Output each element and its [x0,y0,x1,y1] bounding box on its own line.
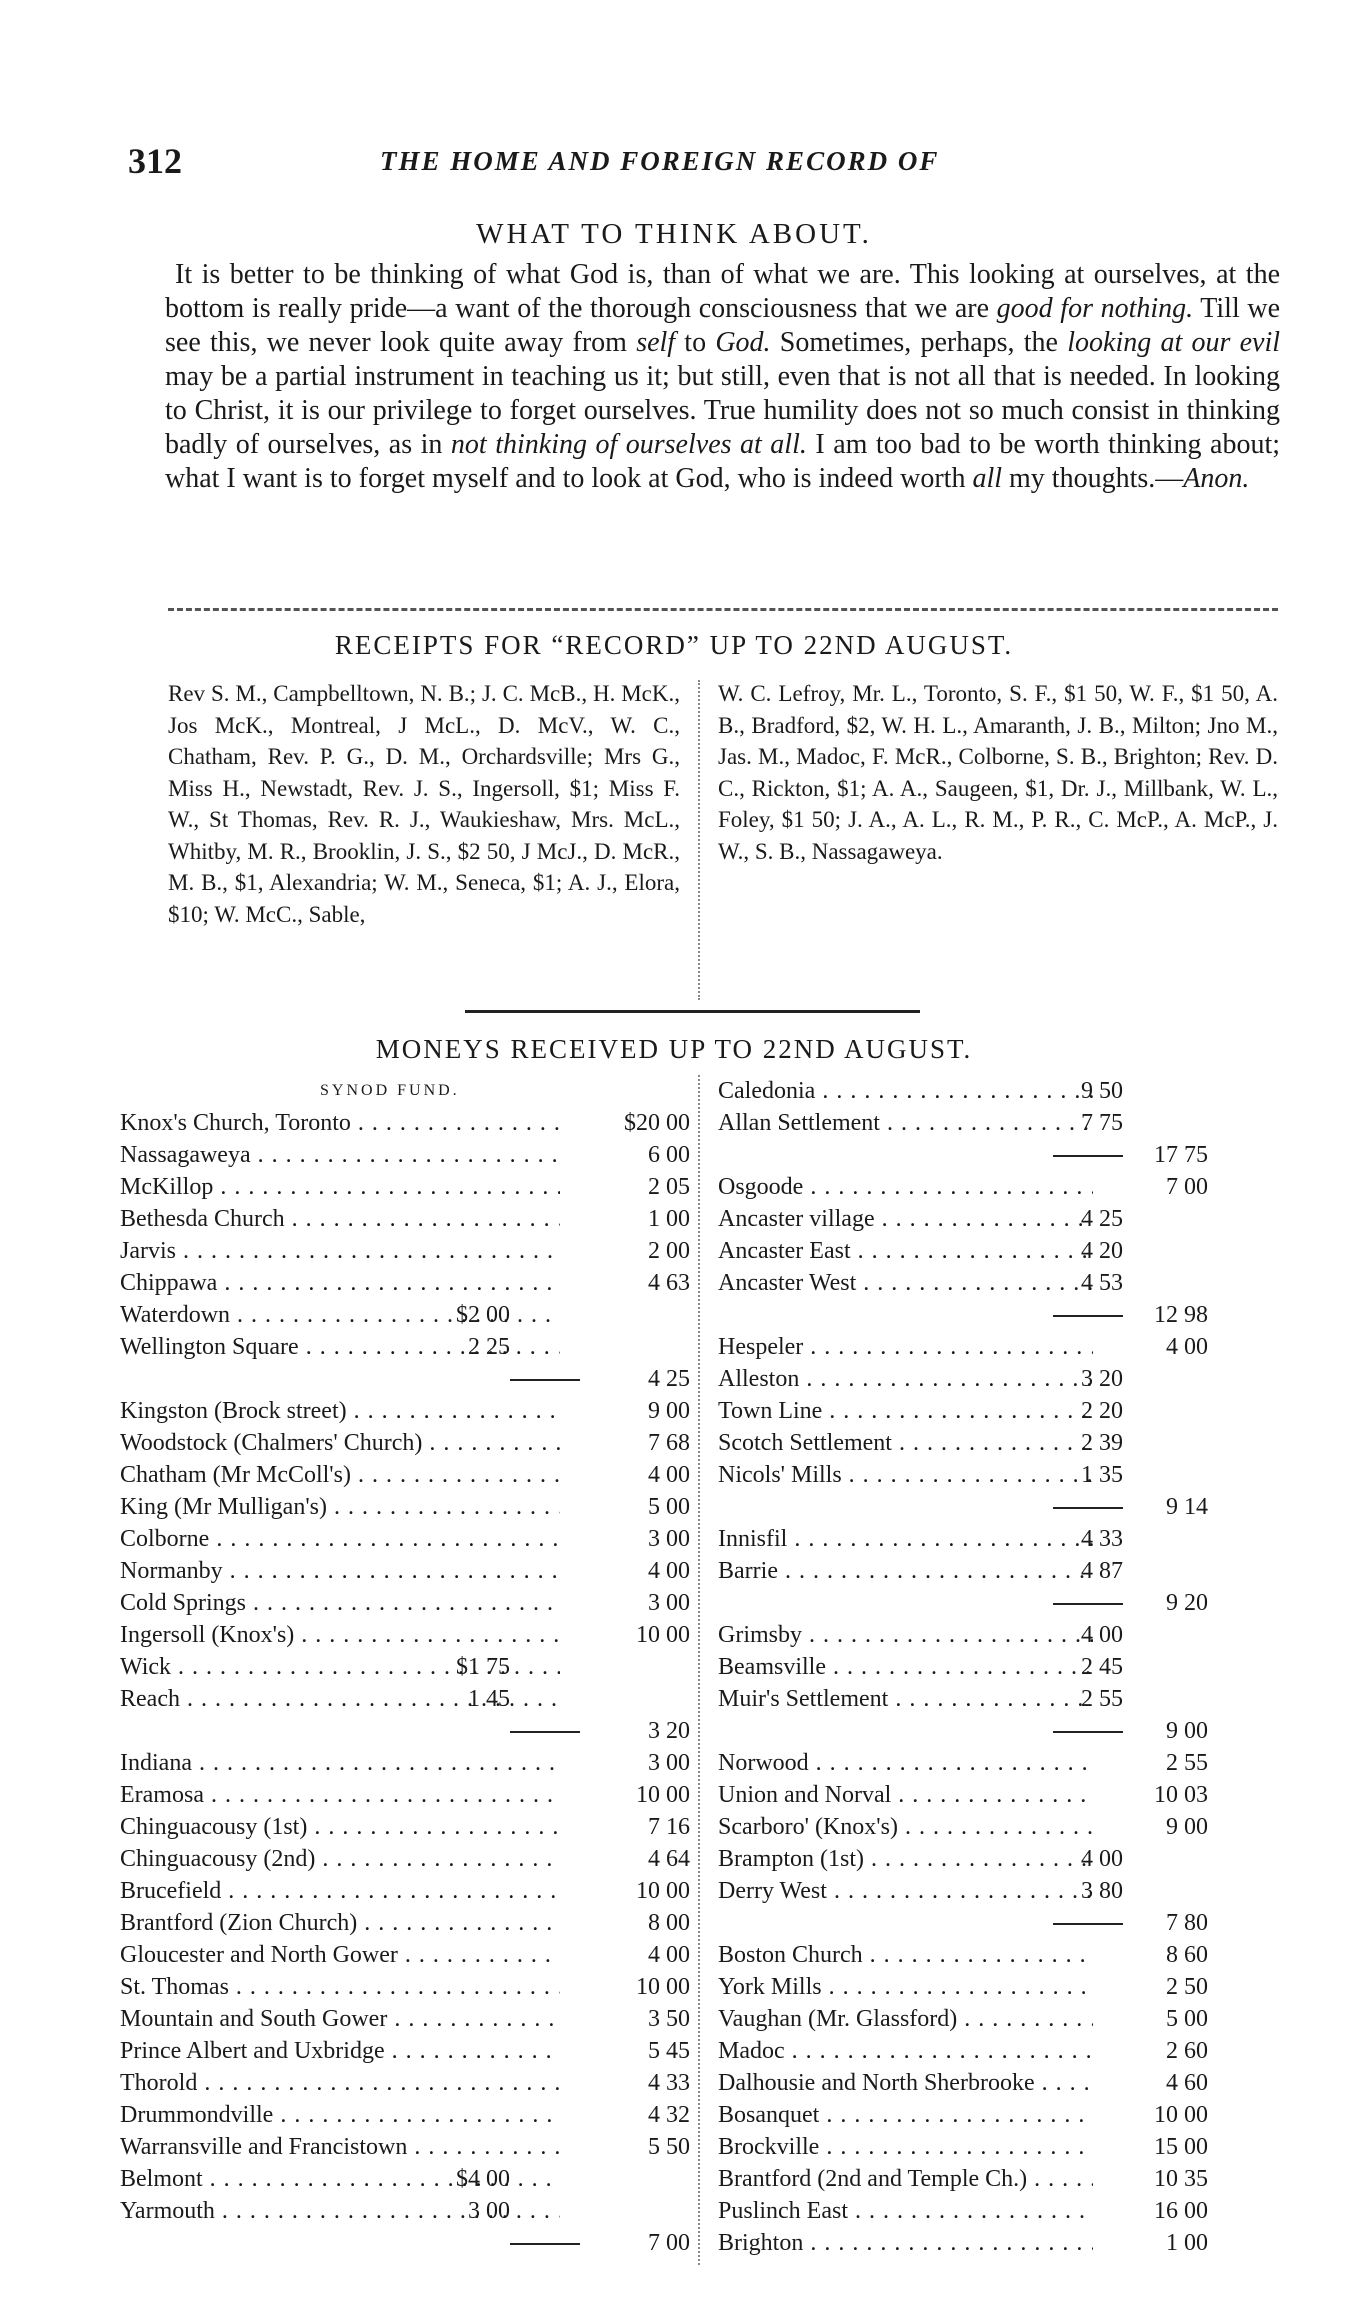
ledger-row [120,1875,690,1907]
subtotal-row [718,1907,1288,1939]
congregation-name: McKillop . . . [120,1171,560,1203]
ledger-row [718,1107,1288,1139]
ledger-row [120,1139,690,1171]
ledger-row [718,1971,1288,2003]
moneys-left-column [120,1075,690,2259]
amount: 6 00 [648,1142,690,1168]
total-amount: 10 00 [1154,2102,1208,2128]
subtotal-row [718,1715,1288,1747]
ledger-row [120,2067,690,2099]
sub-amount: $4 00 [456,2166,510,2192]
moneys-right-column [718,1075,1288,2259]
total-amount: 1 00 [1166,2230,1208,2256]
congregation-name: Beamsville . . . [718,1651,1093,1683]
ledger-row [120,1971,690,2003]
ledger-row [718,2003,1288,2035]
ledger-row [718,1267,1288,1299]
congregation-name: Warransville and Francistown . . . [120,2131,560,2163]
amount: 3 00 [648,1750,690,1776]
ledger-row [120,1203,690,1235]
subtotal-row [718,1491,1288,1523]
ledger-row [120,1523,690,1555]
congregation-name: Muir's Settlement . . . [718,1683,1093,1715]
total-amount: 2 50 [1166,1974,1208,2000]
ledger-row [718,1235,1288,1267]
ledger-row [120,1171,690,1203]
ledger-row [120,1555,690,1587]
ledger-row [120,1459,690,1491]
ledger-row [718,1747,1288,1779]
column-divider [698,680,700,1000]
ledger-row [718,2067,1288,2099]
congregation-name: Belmont . . . [120,2163,560,2195]
subtotal-row [120,1363,690,1395]
ledger-row [120,1811,690,1843]
receipts-title: RECEIPTS FOR “RECORD” UP TO 22ND AUGUST. [334,630,1014,660]
receipts-right-column: W. C. Lefroy, Mr. L., Toronto, S. F., $1 50, W. F., $1 50, A. B., Bradford, $2, W. H. L., Amaranth, J. B., Milton; Jno M., Jas. M., Madoc, F. McR., Colborne, S. B., Brighton; Rev. D. C., Rickton, $1; A. A., Saugeen, $1, Dr. J., Millbank, W. L., Foley, $1 50; J. A., A. L., R. M., P. R., C. McP., A. McP., J. W., S. B., Nassagaweya. [718,681,1278,864]
amount: $20 00 [624,1110,690,1136]
ledger-row [120,2099,690,2131]
ledger-row [718,1875,1288,1907]
page-number: 312 [128,141,182,181]
ledger-row [120,2131,690,2163]
congregation-name: Thorold . . . [120,2067,560,2099]
ledger-row [120,1779,690,1811]
total-amount: 9 14 [1166,1494,1208,1520]
ledger-row [718,1427,1288,1459]
congregation-name: Colborne . . . [120,1523,560,1555]
total-amount: 7 80 [1166,1910,1208,1936]
ledger-row [718,1555,1288,1587]
ledger-row [718,1075,1288,1107]
ledger-row [120,1299,690,1331]
total-amount: 9 00 [1166,1718,1208,1744]
ledger-row [718,1171,1288,1203]
short-rule [465,1010,920,1013]
congregation-name: Chinguacousy (2nd) . . . [120,1843,560,1875]
ledger-row [120,1747,690,1779]
ledger-row [718,1811,1288,1843]
amount: 4 25 [648,1366,690,1392]
congregation-name: Yarmouth . . . [120,2195,560,2227]
total-amount: 9 20 [1166,1590,1208,1616]
amount: 9 50 [1081,1078,1123,1104]
sub-amount: 3 00 [468,2198,510,2224]
column-divider [698,1075,700,2265]
amount: 3 20 [1081,1366,1123,1392]
essay-title: WHAT TO THINK ABOUT. [476,218,872,250]
ledger-row [718,2099,1288,2131]
section-divider [168,608,1278,611]
ledger-row [718,2163,1288,2195]
congregation-name: Gloucester and North Gower . . . [120,1939,560,1971]
amount: 2 20 [1081,1398,1123,1424]
ledger-row [120,1267,690,1299]
amount: 4 00 [648,1942,690,1968]
congregation-name: Chinguacousy (1st) . . . [120,1811,560,1843]
amount: 9 00 [648,1398,690,1424]
essay-body: It is better to be thinking of what God is, than of what we are. This looking at ourselves, at the bottom is really pride—a want of the thorough consciousness that we are good for nothing. Till we see this, we never look quite away from self to God. Sometimes, perhaps, the looking at our evil may be a partial instrument in teaching us it; but still, even that is not all that is needed. In looking to Christ, it is our privilege to forget ourselves. True humility does not so much consist in thinking badly of ourselves, as in not thinking of ourselves at all. I am too bad to be worth thinking about; what I want is to forget myself and to look at God, who is indeed worth all my thoughts.—Anon. [165,259,1281,494]
amount: 4 20 [1081,1238,1123,1264]
amount: 2 45 [1081,1654,1123,1680]
congregation-name: Norwood . . . [718,1747,1093,1779]
amount: 5 00 [648,1494,690,1520]
congregation-name: Ancaster village . . . [718,1203,1093,1235]
congregation-name: Boston Church . . . [718,1939,1093,1971]
ledger-row [718,2195,1288,2227]
amount: 4 32 [648,2102,690,2128]
amount: 4 33 [648,2070,690,2096]
ledger-row [718,1939,1288,1971]
ledger-row [718,1459,1288,1491]
amount: 7 68 [648,1430,690,1456]
ledger-row [120,1619,690,1651]
ledger-row [718,2131,1288,2163]
congregation-name: Osgoode . . . [718,1171,1093,1203]
congregation-name: Vaughan (Mr. Glassford) . . . [718,2003,1093,2035]
congregation-name: Knox's Church, Toronto . . . [120,1107,560,1139]
amount: 3 00 [648,1526,690,1552]
amount: 8 00 [648,1910,690,1936]
congregation-name: St. Thomas . . . [120,1971,560,2003]
congregation-name: King (Mr Mulligan's) . . . [120,1491,560,1523]
amount: 2 05 [648,1174,690,1200]
amount: 10 00 [636,1622,690,1648]
amount: 4 33 [1081,1526,1123,1552]
total-amount: 12 98 [1154,1302,1208,1328]
ledger-row [718,1363,1288,1395]
total-amount: 5 00 [1166,2006,1208,2032]
congregation-name: Nicols' Mills . . . [718,1459,1093,1491]
amount: 1 00 [648,1206,690,1232]
congregation-name: Barrie . . . [718,1555,1093,1587]
ledger-row [718,1523,1288,1555]
amount: 2 00 [648,1238,690,1264]
ledger-row [120,2195,690,2227]
ledger-row [120,1427,690,1459]
congregation-name: Grimsby . . . [718,1619,1093,1651]
amount: 7 00 [648,2230,690,2256]
amount: 5 50 [648,2134,690,2160]
fund-heading [120,1075,690,1107]
total-amount: 16 00 [1154,2198,1208,2224]
amount: 5 45 [648,2038,690,2064]
amount: 1 35 [1081,1462,1123,1488]
fund-heading-label: SYNOD FUND. [320,1082,460,1099]
ledger-row [718,1619,1288,1651]
congregation-name: Hespeler . . . [718,1331,1093,1363]
amount: 4 00 [648,1462,690,1488]
amount: 3 50 [648,2006,690,2032]
sub-amount: $1 75 [456,1654,510,1680]
total-amount: 15 00 [1154,2134,1208,2160]
total-amount: 2 55 [1166,1750,1208,1776]
ledger-row [120,1331,690,1363]
congregation-name: Scarboro' (Knox's) . . . [718,1811,1093,1843]
amount: 4 25 [1081,1206,1123,1232]
amount: 3 80 [1081,1878,1123,1904]
amount: 10 00 [636,1974,690,2000]
congregation-name: Nassagaweya . . . [120,1139,560,1171]
subtotal-rule [510,1731,580,1733]
total-amount: 4 00 [1166,1334,1208,1360]
congregation-name: Woodstock (Chalmers' Church) . . . [120,1427,560,1459]
congregation-name: Wick . . . [120,1651,560,1683]
ledger-row [120,1651,690,1683]
congregation-name: Brucefield . . . [120,1875,560,1907]
amount: 4 53 [1081,1270,1123,1296]
congregation-name: Chatham (Mr McColl's) . . . [120,1459,560,1491]
total-amount: 7 00 [1166,1174,1208,1200]
amount: 3 00 [648,1590,690,1616]
congregation-name: Ingersoll (Knox's) . . . [120,1619,560,1651]
congregation-name: Bosanquet . . . [718,2099,1093,2131]
congregation-name: Derry West . . . [718,1875,1093,1907]
ledger-row [120,1683,690,1715]
congregation-name: Brighton . . . [718,2227,1093,2259]
subtotal-row [718,1139,1288,1171]
amount: 4 00 [1081,1622,1123,1648]
congregation-name: Caledonia . . . [718,1075,1093,1107]
congregation-name: Town Line . . . [718,1395,1093,1427]
amount: 10 00 [636,1878,690,1904]
congregation-name: Brantford (Zion Church) . . . [120,1907,560,1939]
ledger-row [718,1331,1288,1363]
running-head: THE HOME AND FOREIGN RECORD OF [380,146,940,176]
ledger-row [120,1491,690,1523]
ledger-row [718,1683,1288,1715]
ledger-row [120,1939,690,1971]
congregation-name: Brantford (2nd and Temple Ch.) . . . [718,2163,1093,2195]
subtotal-rule [510,1379,580,1381]
total-amount: 10 03 [1154,1782,1208,1808]
total-amount: 17 75 [1154,1142,1208,1168]
ledger-row [718,1203,1288,1235]
congregation-name: Ancaster West . . . [718,1267,1093,1299]
congregation-name: Dalhousie and North Sherbrooke . . . [718,2067,1093,2099]
congregation-name: Union and Norval . . . [718,1779,1093,1811]
subtotal-rule [510,2243,580,2245]
ledger-row [120,1235,690,1267]
ledger-row [718,1651,1288,1683]
amount: 10 00 [636,1782,690,1808]
ledger-row [718,1395,1288,1427]
sub-amount: $2 00 [456,1302,510,1328]
congregation-name: Bethesda Church . . . [120,1203,560,1235]
amount: 4 00 [648,1558,690,1584]
congregation-name: Jarvis . . . [120,1235,560,1267]
congregation-name: Ancaster East . . . [718,1235,1093,1267]
congregation-name: Allan Settlement . . . [718,1107,1093,1139]
amount: 4 87 [1081,1558,1123,1584]
amount: 4 64 [648,1846,690,1872]
ledger-row [120,1107,690,1139]
sub-amount: 1 45 [468,1686,510,1712]
total-amount: 8 60 [1166,1942,1208,1968]
congregation-name: Prince Albert and Uxbridge . . . [120,2035,560,2067]
congregation-name: Indiana . . . [120,1747,560,1779]
congregation-name: Mountain and South Gower . . . [120,2003,560,2035]
ledger-row [120,2163,690,2195]
congregation-name: Chippawa . . . [120,1267,560,1299]
total-amount: 10 35 [1154,2166,1208,2192]
congregation-name: Innisfil . . . [718,1523,1093,1555]
congregation-name: Drummondville . . . [120,2099,560,2131]
congregation-name: Scotch Settlement . . . [718,1427,1093,1459]
ledger-row [718,1779,1288,1811]
receipts-left-column: Rev S. M., Campbelltown, N. B.; J. C. McB., H. McK., Jos McK., Montreal, J McL., D. McV., W. C., Chatham, Rev. P. G., D. M., Orchardsville; Mrs G., Miss H., Newstadt, Rev. J. S., Ingersoll, $1; Miss F. W., St Thomas, Rev. R. J., Waukieshaw, Mrs. McL., Whitby, M. R., Brooklin, J. S., $2 50, J McJ., D. McR., M. B., $1, Alexandria; W. M., Seneca, $1; A. J., Elora, $10; W. McC., Sable, [168,681,680,927]
congregation-name: Kingston (Brock street) . . . [120,1395,560,1427]
ledger-row [120,2035,690,2067]
amount: 7 16 [648,1814,690,1840]
ledger-row [120,1395,690,1427]
ledger-row [718,2227,1288,2259]
ledger-row [718,2035,1288,2067]
amount: 7 75 [1081,1110,1123,1136]
amount: 4 63 [648,1270,690,1296]
congregation-name: Alleston . . . [718,1363,1093,1395]
sub-amount: 2 25 [468,1334,510,1360]
ledger-row [718,1843,1288,1875]
congregation-name: Brockville . . . [718,2131,1093,2163]
ledger-row [120,1907,690,1939]
subtotal-row [120,2227,690,2259]
congregation-name: Puslinch East . . . [718,2195,1093,2227]
congregation-name: York Mills . . . [718,1971,1093,2003]
congregation-name: Cold Springs . . . [120,1587,560,1619]
congregation-name: Reach . . . [120,1683,560,1715]
total-amount: 9 00 [1166,1814,1208,1840]
congregation-name: Brampton (1st) . . . [718,1843,1093,1875]
congregation-name: Normanby . . . [120,1555,560,1587]
total-amount: 4 60 [1166,2070,1208,2096]
subtotal-row [718,1587,1288,1619]
total-amount: 2 60 [1166,2038,1208,2064]
ledger-row [120,1843,690,1875]
amount: 3 20 [648,1718,690,1744]
amount: 2 39 [1081,1430,1123,1456]
moneys-title: MONEYS RECEIVED UP TO 22ND AUGUST. [375,1034,973,1064]
subtotal-row [718,1299,1288,1331]
congregation-name: Madoc . . . [718,2035,1093,2067]
congregation-name: Wellington Square . . . [120,1331,560,1363]
ledger-row [120,2003,690,2035]
subtotal-row [120,1715,690,1747]
amount: 4 00 [1081,1846,1123,1872]
ledger-row [120,1587,690,1619]
congregation-name: Eramosa . . . [120,1779,560,1811]
congregation-name: Waterdown . . . [120,1299,560,1331]
amount: 2 55 [1081,1686,1123,1712]
